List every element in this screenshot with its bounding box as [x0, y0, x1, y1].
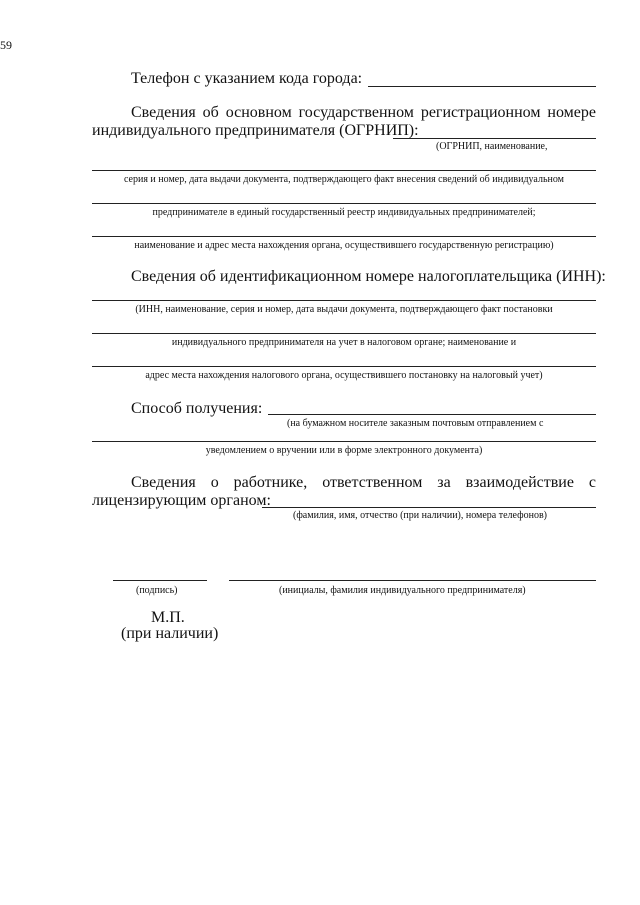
employee-heading-line1: Сведения о работнике, ответственном за взаимодействие с: [131, 474, 596, 491]
ogrnip-heading-line1: Сведения об основном государственном регистрационном номере: [131, 104, 596, 121]
phone-label: Телефон с указанием кода города:: [131, 70, 363, 87]
phone-field-line[interactable]: [368, 86, 596, 87]
stamp-note: (при наличии): [121, 625, 219, 642]
inn-hint-3: адрес места нахождения налогового органа, осуществившего постановку на налоговый учет): [145, 370, 543, 381]
ogrnip-hint-1: (ОГРНИП, наименование,: [436, 141, 548, 152]
inn-field-line-2[interactable]: [92, 333, 596, 334]
method-hint-1: (на бумажном носителе заказным почтовым отправлением с: [287, 418, 544, 429]
stamp-label: М.П.: [151, 609, 185, 626]
ogrnip-field-line[interactable]: [393, 138, 596, 139]
method-field-line-1[interactable]: [268, 414, 596, 415]
method-field-line-2[interactable]: [92, 441, 596, 442]
method-hint-2: уведомлением о вручении или в форме электронного документа): [205, 445, 483, 456]
ogrnip-field-line-4[interactable]: [92, 236, 596, 237]
ogrnip-hint-2: серия и номер, дата выдачи документа, подтверждающего факт внесения сведений об индивидуальном: [123, 174, 564, 185]
ogrnip-hint-3: предпринимателе в единый государственный реестр индивидуальных предпринимателей;: [152, 207, 536, 218]
employee-field-line[interactable]: [262, 507, 596, 508]
inn-hint-1: (ИНН, наименование, серия и номер, дата выдачи документа, подтверждающего факт постановки: [135, 304, 553, 315]
employee-hint: (фамилия, имя, отчество (при наличии), номера телефонов): [293, 510, 547, 521]
ogrnip-field-line-2[interactable]: [92, 170, 596, 171]
ogrnip-field-line-3[interactable]: [92, 203, 596, 204]
signature-line[interactable]: [113, 580, 207, 581]
initials-hint: (инициалы, фамилия индивидуального предпринимателя): [279, 585, 526, 596]
ogrnip-hint-4: наименование и адрес места нахождения органа, осуществившего государственную регистрацию): [134, 240, 554, 251]
inn-field-line-1[interactable]: [92, 300, 596, 301]
ogrnip-heading-line2: индивидуального предпринимателя (ОГРНИП):: [92, 122, 419, 139]
inn-heading: Сведения об идентификационном номере налогоплательщика (ИНН):: [131, 268, 606, 285]
method-label: Способ получения:: [131, 400, 263, 417]
signature-hint: (подпись): [136, 585, 178, 596]
initials-line[interactable]: [229, 580, 596, 581]
page-number: 59: [0, 38, 12, 52]
inn-field-line-3[interactable]: [92, 366, 596, 367]
inn-hint-2: индивидуального предпринимателя на учет в налоговом органе; наименование и: [171, 337, 517, 348]
employee-heading-line2: лицензирующим органом:: [92, 492, 271, 509]
